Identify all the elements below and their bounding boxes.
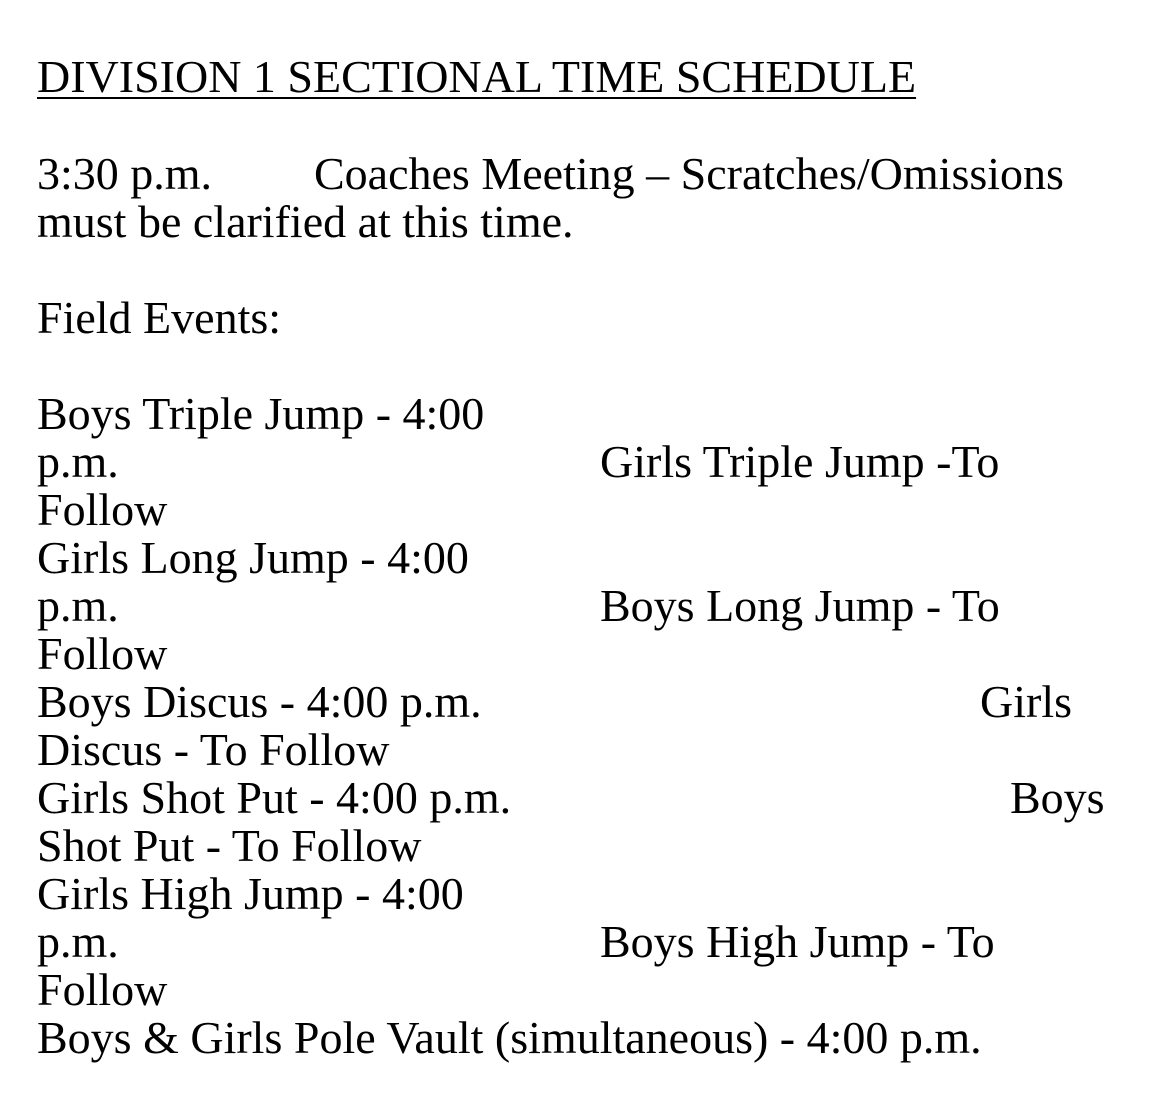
event-line: Follow [37, 484, 168, 535]
event-line: Boys [1010, 772, 1105, 823]
event-line: Girls Long Jump - 4:00 [37, 532, 469, 583]
event-line: Discus - To Follow [37, 724, 390, 775]
event-line: Girls [980, 676, 1072, 727]
event-line: Girls Shot Put - 4:00 p.m. [37, 772, 512, 823]
event-line: Boys Long Jump - To [600, 580, 1000, 631]
event-line: p.m. [37, 580, 119, 631]
event-line: Follow [37, 964, 168, 1015]
event-line: Follow [37, 628, 168, 679]
meeting-time: 3:30 p.m. [37, 148, 213, 199]
event-line: p.m. [37, 916, 119, 967]
event-line: Boys Triple Jump - 4:00 [37, 388, 485, 439]
event-line: Boys Discus - 4:00 p.m. [37, 676, 482, 727]
event-line: Boys High Jump - To [600, 916, 995, 967]
section-heading: Field Events: [37, 292, 282, 343]
meeting-description: Coaches Meeting – Scratches/Omissions [314, 148, 1064, 199]
event-line: Girls High Jump - 4:00 [37, 868, 464, 919]
page-title: DIVISION 1 SECTIONAL TIME SCHEDULE [37, 51, 917, 102]
meeting-description-continued: must be clarified at this time. [37, 196, 574, 247]
event-line: p.m. [37, 436, 119, 487]
event-line: Girls Triple Jump -To [600, 436, 1000, 487]
event-line: Boys & Girls Pole Vault (simultaneous) - 4:00 p.m. [37, 1012, 982, 1063]
event-line: Shot Put - To Follow [37, 820, 422, 871]
